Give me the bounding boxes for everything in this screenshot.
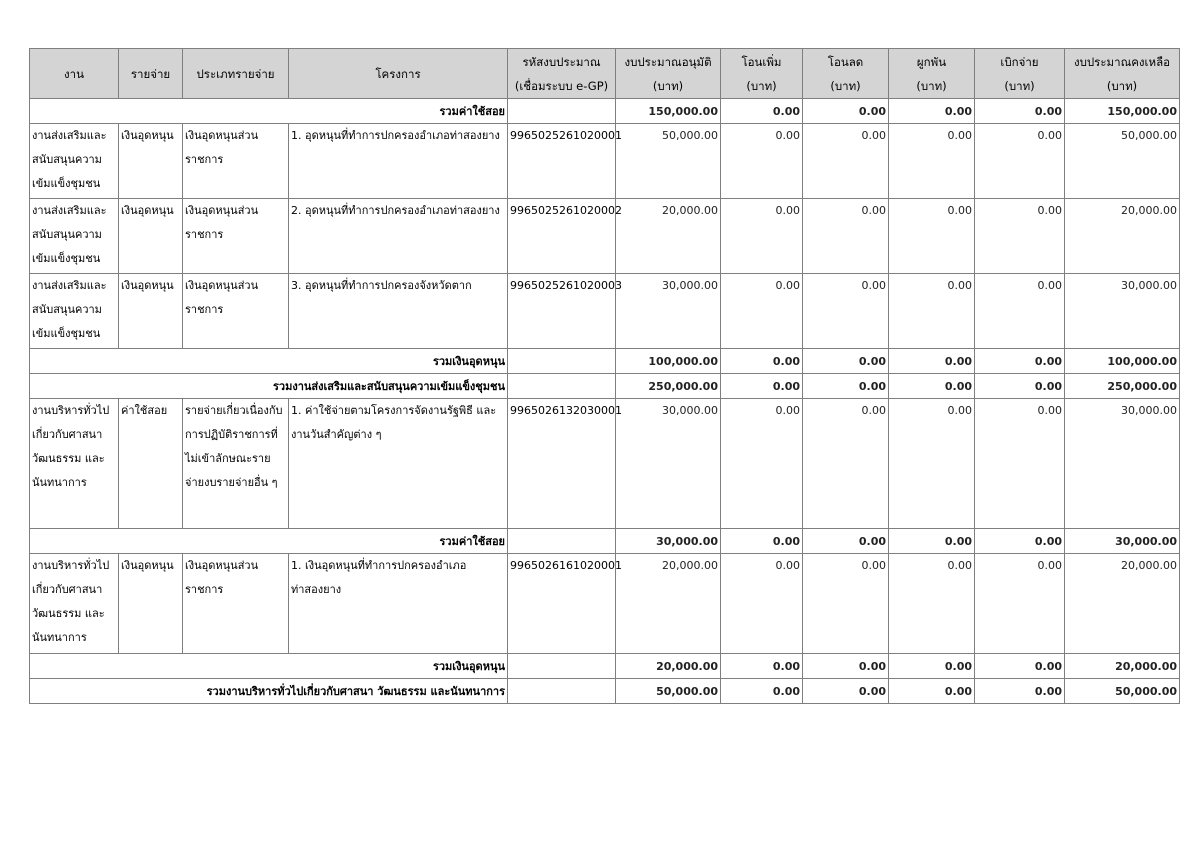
- col-header-expense: [119, 49, 183, 99]
- table-body: [30, 99, 1180, 704]
- project-cell: 3. อุดหนุนที่ทำการปกครองจังหวัดตาก: [289, 274, 508, 349]
- code-cell: 9965025261020001: [508, 124, 616, 199]
- table-row: [30, 199, 1180, 274]
- subtotal-row: [30, 99, 1180, 124]
- remaining-cell: 20,000.00: [1065, 199, 1180, 274]
- approved-cell: 20,000.00: [616, 199, 721, 274]
- subtotal-row: [30, 654, 1180, 679]
- header-row: [30, 49, 1180, 99]
- expense-type-cell: รายจ่ายเกี่ยวเนื่องกับการปฏิบัติราชการที่ไม่เข้าลักษณะรายจ่ายงบรายจ่ายอื่น ๆ: [183, 399, 289, 529]
- approved-cell: 50,000.00: [616, 679, 721, 704]
- transfer-out-cell: 0.00: [803, 349, 889, 374]
- table-row: [30, 399, 1180, 529]
- transfer-in-cell: 0.00: [721, 529, 803, 554]
- disbursed-cell: 0.00: [975, 654, 1065, 679]
- col-header-disbursed-line1: เบิกจ่าย: [1000, 54, 1039, 69]
- committed-cell: 0.00: [889, 529, 975, 554]
- committed-cell: 0.00: [889, 654, 975, 679]
- project-cell: 1. เงินอุดหนุนที่ทำการปกครองอำเภอท่าสองยาง: [289, 554, 508, 654]
- approved-cell: 30,000.00: [616, 529, 721, 554]
- remaining-cell: 50,000.00: [1065, 679, 1180, 704]
- disbursed-cell: 0.00: [975, 349, 1065, 374]
- transfer-out-cell: 0.00: [803, 124, 889, 199]
- code-cell: 9965026132030001: [508, 399, 616, 529]
- expense-cell: เงินอุดหนุน: [119, 124, 183, 199]
- approved-cell: 30,000.00: [616, 274, 721, 349]
- expense-type-cell: เงินอุดหนุนส่วนราชการ: [183, 274, 289, 349]
- col-header-committed: [889, 49, 975, 99]
- committed-cell: 0.00: [889, 349, 975, 374]
- transfer-out-cell: 0.00: [803, 679, 889, 704]
- approved-cell: 100,000.00: [616, 349, 721, 374]
- col-header-transfer-out: [803, 49, 889, 99]
- code-cell-empty: [508, 349, 616, 374]
- col-header-transfer-in-line1: โอนเพิ่ม: [741, 54, 782, 69]
- transfer-out-cell: 0.00: [803, 529, 889, 554]
- col-header-approved-line2: (บาท): [652, 78, 684, 93]
- committed-cell: 0.00: [889, 679, 975, 704]
- section-total-label: รวมงานส่งเสริมและสนับสนุนความเข้มแข็งชุมชน: [30, 374, 508, 399]
- remaining-cell: 250,000.00: [1065, 374, 1180, 399]
- disbursed-cell: 0.00: [975, 124, 1065, 199]
- col-header-transfer-out-line2: (บาท): [830, 78, 861, 93]
- remaining-cell: 50,000.00: [1065, 124, 1180, 199]
- expense-type-cell: เงินอุดหนุนส่วนราชการ: [183, 554, 289, 654]
- approved-cell: 250,000.00: [616, 374, 721, 399]
- section-total-row: [30, 679, 1180, 704]
- remaining-cell: 30,000.00: [1065, 529, 1180, 554]
- project-cell: 1. อุดหนุนที่ทำการปกครองอำเภอท่าสองยาง: [289, 124, 508, 199]
- col-header-remaining-line2: (บาท): [1106, 78, 1138, 93]
- transfer-in-cell: 0.00: [721, 99, 803, 124]
- transfer-in-cell: 0.00: [721, 124, 803, 199]
- project-cell: 1. ค่าใช้จ่ายตามโครงการจัดงานรัฐพิธี และงานวันสำคัญต่าง ๆ: [289, 399, 508, 529]
- col-header-code-line2: (เชื่อมระบบ e-GP): [514, 78, 609, 93]
- col-header-code-line1: รหัสงบประมาณ: [522, 54, 601, 69]
- work-cell: งานบริหารทั่วไปเกี่ยวกับศาสนา วัฒนธรรม และนันทนาการ: [30, 399, 119, 529]
- section-total-row: [30, 374, 1180, 399]
- code-cell: 9965025261020003: [508, 274, 616, 349]
- project-cell: 2. อุดหนุนที่ทำการปกครองอำเภอท่าสองยาง: [289, 199, 508, 274]
- col-header-transfer-in: [721, 49, 803, 99]
- disbursed-cell: 0.00: [975, 199, 1065, 274]
- approved-cell: 50,000.00: [616, 124, 721, 199]
- disbursed-cell: 0.00: [975, 374, 1065, 399]
- transfer-out-cell: 0.00: [803, 554, 889, 654]
- transfer-out-cell: 0.00: [803, 199, 889, 274]
- subtotal-label: รวมเงินอุดหนุน: [30, 349, 508, 374]
- subtotal-row: [30, 349, 1180, 374]
- remaining-cell: 20,000.00: [1065, 654, 1180, 679]
- committed-cell: 0.00: [889, 374, 975, 399]
- approved-cell: 20,000.00: [616, 654, 721, 679]
- approved-cell: 20,000.00: [616, 554, 721, 654]
- transfer-out-cell: 0.00: [803, 374, 889, 399]
- transfer-in-cell: 0.00: [721, 554, 803, 654]
- col-header-disbursed-line2: (บาท): [1004, 78, 1035, 93]
- subtotal-row: [30, 529, 1180, 554]
- transfer-in-cell: 0.00: [721, 349, 803, 374]
- col-header-expense-label: รายจ่าย: [130, 66, 171, 81]
- col-header-project-label: โครงการ: [375, 66, 421, 81]
- committed-cell: 0.00: [889, 124, 975, 199]
- col-header-expense-type: [183, 49, 289, 99]
- remaining-cell: 100,000.00: [1065, 349, 1180, 374]
- transfer-in-cell: 0.00: [721, 654, 803, 679]
- table-header: [30, 49, 1180, 99]
- col-header-approved: [616, 49, 721, 99]
- subtotal-label: รวมค่าใช้สอย: [30, 99, 508, 124]
- committed-cell: 0.00: [889, 99, 975, 124]
- col-header-project: [289, 49, 508, 99]
- subtotal-label: รวมเงินอุดหนุน: [30, 654, 508, 679]
- code-cell-empty: [508, 679, 616, 704]
- disbursed-cell: 0.00: [975, 554, 1065, 654]
- work-cell: งานส่งเสริมและสนับสนุนความเข้มแข็งชุมชน: [30, 199, 119, 274]
- disbursed-cell: 0.00: [975, 399, 1065, 529]
- col-header-disbursed: [975, 49, 1065, 99]
- disbursed-cell: 0.00: [975, 679, 1065, 704]
- col-header-approved-line1: งบประมาณอนุมัติ: [624, 54, 712, 69]
- code-cell-empty: [508, 99, 616, 124]
- transfer-in-cell: 0.00: [721, 199, 803, 274]
- col-header-work: [30, 49, 119, 99]
- col-header-work-label: งาน: [64, 66, 84, 81]
- transfer-in-cell: 0.00: [721, 679, 803, 704]
- transfer-in-cell: 0.00: [721, 374, 803, 399]
- budget-table: [29, 48, 1180, 704]
- col-header-code: [508, 49, 616, 99]
- expense-type-cell: เงินอุดหนุนส่วนราชการ: [183, 124, 289, 199]
- transfer-in-cell: 0.00: [721, 399, 803, 529]
- disbursed-cell: 0.00: [975, 99, 1065, 124]
- work-cell: งานบริหารทั่วไปเกี่ยวกับศาสนา วัฒนธรรม และนันทนาการ: [30, 554, 119, 654]
- transfer-out-cell: 0.00: [803, 274, 889, 349]
- code-cell: 9965025261020002: [508, 199, 616, 274]
- transfer-out-cell: 0.00: [803, 654, 889, 679]
- table-row: [30, 124, 1180, 199]
- expense-cell: เงินอุดหนุน: [119, 274, 183, 349]
- remaining-cell: 20,000.00: [1065, 554, 1180, 654]
- col-header-committed-line2: (บาท): [916, 78, 947, 93]
- code-cell-empty: [508, 374, 616, 399]
- committed-cell: 0.00: [889, 554, 975, 654]
- committed-cell: 0.00: [889, 399, 975, 529]
- approved-cell: 150,000.00: [616, 99, 721, 124]
- transfer-in-cell: 0.00: [721, 274, 803, 349]
- code-cell-empty: [508, 529, 616, 554]
- col-header-expense-type-label: ประเภทรายจ่าย: [196, 66, 275, 81]
- transfer-out-cell: 0.00: [803, 99, 889, 124]
- section-total-label: รวมงานบริหารทั่วไปเกี่ยวกับศาสนา วัฒนธรรม และนันทนาการ: [30, 679, 508, 704]
- remaining-cell: 30,000.00: [1065, 399, 1180, 529]
- table-row: [30, 274, 1180, 349]
- expense-cell: เงินอุดหนุน: [119, 199, 183, 274]
- approved-cell: 30,000.00: [616, 399, 721, 529]
- code-cell-empty: [508, 654, 616, 679]
- disbursed-cell: 0.00: [975, 274, 1065, 349]
- expense-cell: เงินอุดหนุน: [119, 554, 183, 654]
- remaining-cell: 30,000.00: [1065, 274, 1180, 349]
- committed-cell: 0.00: [889, 274, 975, 349]
- committed-cell: 0.00: [889, 199, 975, 274]
- table-row: [30, 554, 1180, 654]
- work-cell: งานส่งเสริมและสนับสนุนความเข้มแข็งชุมชน: [30, 274, 119, 349]
- col-header-remaining-line1: งบประมาณคงเหลือ: [1073, 54, 1171, 69]
- transfer-out-cell: 0.00: [803, 399, 889, 529]
- disbursed-cell: 0.00: [975, 529, 1065, 554]
- col-header-transfer-out-line1: โอนลด: [827, 54, 864, 69]
- code-cell: 9965026161020001: [508, 554, 616, 654]
- work-cell: งานส่งเสริมและสนับสนุนความเข้มแข็งชุมชน: [30, 124, 119, 199]
- subtotal-label: รวมค่าใช้สอย: [30, 529, 508, 554]
- expense-type-cell: เงินอุดหนุนส่วนราชการ: [183, 199, 289, 274]
- col-header-committed-line1: ผูกพัน: [916, 54, 947, 69]
- expense-cell: ค่าใช้สอย: [119, 399, 183, 529]
- remaining-cell: 150,000.00: [1065, 99, 1180, 124]
- col-header-remaining: [1065, 49, 1180, 99]
- col-header-transfer-in-line2: (บาท): [746, 78, 777, 93]
